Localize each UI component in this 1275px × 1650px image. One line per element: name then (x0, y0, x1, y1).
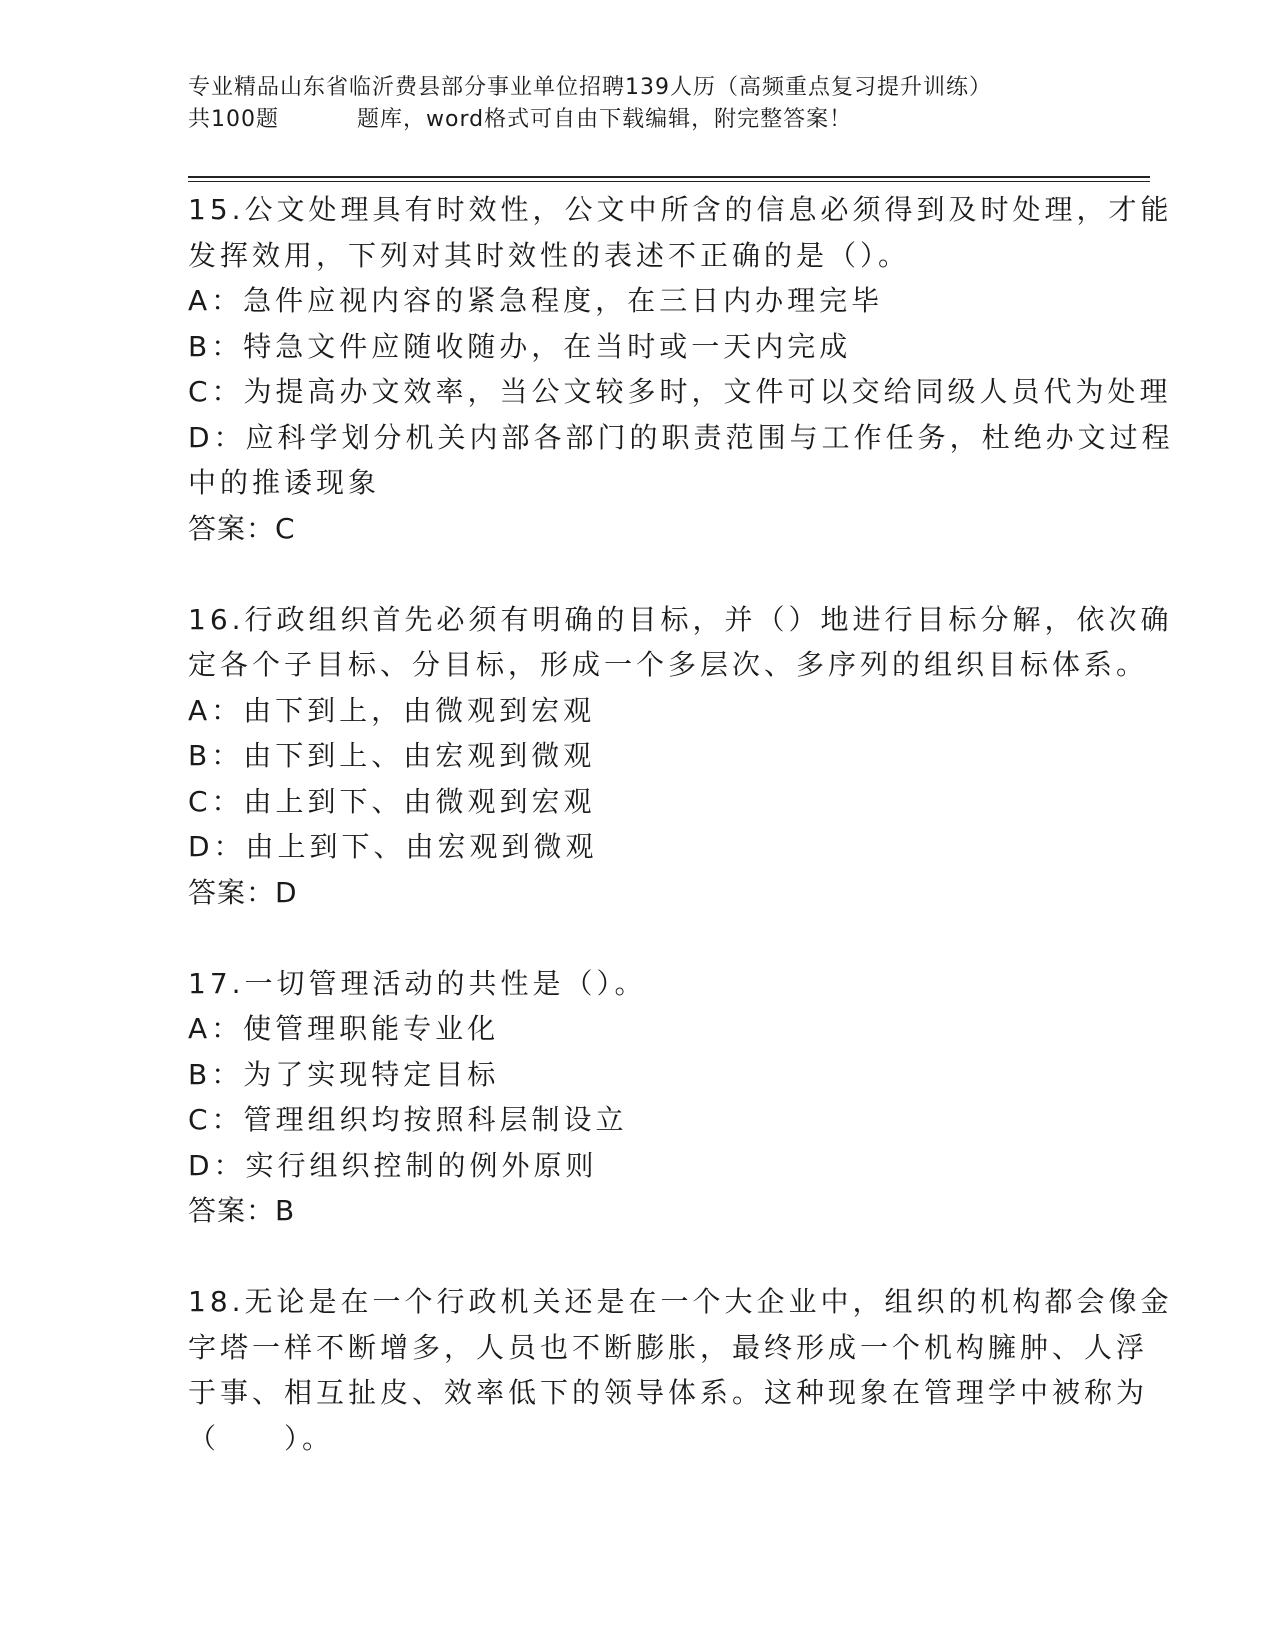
question-stem-line: 17.一切管理活动的共性是（）。 (188, 966, 647, 1000)
header-question-count: 共100题 (188, 107, 279, 132)
option-d-continued: 中的推诿现象 (188, 466, 381, 499)
answer-line: 答案：B (188, 1194, 296, 1227)
question-15 (188, 187, 1174, 551)
question-stem-line: 定各个子目标、分目标，形成一个多层次、多序列的组织目标体系。 (188, 648, 1149, 681)
option-d: D：由上到下、由宏观到微观 (188, 830, 598, 863)
option-a: A：由下到上，由微观到宏观 (188, 693, 596, 727)
option-b: B：特急文件应随收随办，在当时或一天内完成 (188, 329, 852, 363)
page-header (188, 72, 1068, 136)
header-description: 题库，word格式可自由下载编辑，附完整答案！ (357, 107, 853, 132)
option-c: C：由上到下、由微观到宏观 (188, 784, 596, 818)
header-divider-thin (188, 181, 1150, 182)
header-title-line: 专业精品山东省临沂费县部分事业单位招聘139人历（高频重点复习提升训练） (188, 75, 992, 100)
header-subtitle-line (188, 104, 1068, 136)
option-d: D：应科学划分机关内部各部门的职责范围与工作任务，杜绝办文过程 (188, 420, 1174, 454)
question-stem-line: 于事、相互扯皮、效率低下的领导体系。这种现象在管理学中被称为 (188, 1376, 1149, 1409)
option-a: A：使管理职能专业化 (188, 1012, 500, 1045)
question-stem-line: （ ）。 (188, 1421, 335, 1455)
question-stem-line: 字塔一样不断增多，人员也不断膨胀，最终形成一个机构臃肿、人浮 (188, 1330, 1149, 1364)
header-divider-thick (188, 176, 1150, 178)
question-stem-line: 18.无论是在一个行政机关还是在一个大企业中，组织的机构都会像金 (188, 1285, 1173, 1318)
option-d: D：实行组织控制的例外原则 (188, 1148, 598, 1182)
question-18 (188, 1279, 1173, 1461)
question-stem-line: 15.公文处理具有时效性，公文中所含的信息必须得到及时处理，才能 (188, 193, 1173, 226)
option-c: C：为提高办文效率，当公文较多时，文件可以交给同级人员代为处理 (188, 375, 1172, 408)
option-b: B：为了实现特定目标 (188, 1057, 500, 1091)
question-17 (188, 961, 1068, 1234)
answer-line: 答案：C (188, 511, 296, 545)
option-b: B：由下到上、由宏观到微观 (188, 739, 596, 772)
question-stem-line: 发挥效用，下列对其时效性的表述不正确的是（）。 (188, 238, 911, 272)
question-stem-line: 16.行政组织首先必须有明确的目标，并（）地进行目标分解，依次确 (188, 602, 1173, 636)
question-list (188, 187, 1174, 1461)
option-c: C：管理组织均按照科层制设立 (188, 1103, 628, 1136)
option-a: A：急件应视内容的紧急程度，在三日内办理完毕 (188, 284, 884, 317)
answer-line: 答案：D (188, 875, 298, 909)
question-16 (188, 597, 1173, 916)
